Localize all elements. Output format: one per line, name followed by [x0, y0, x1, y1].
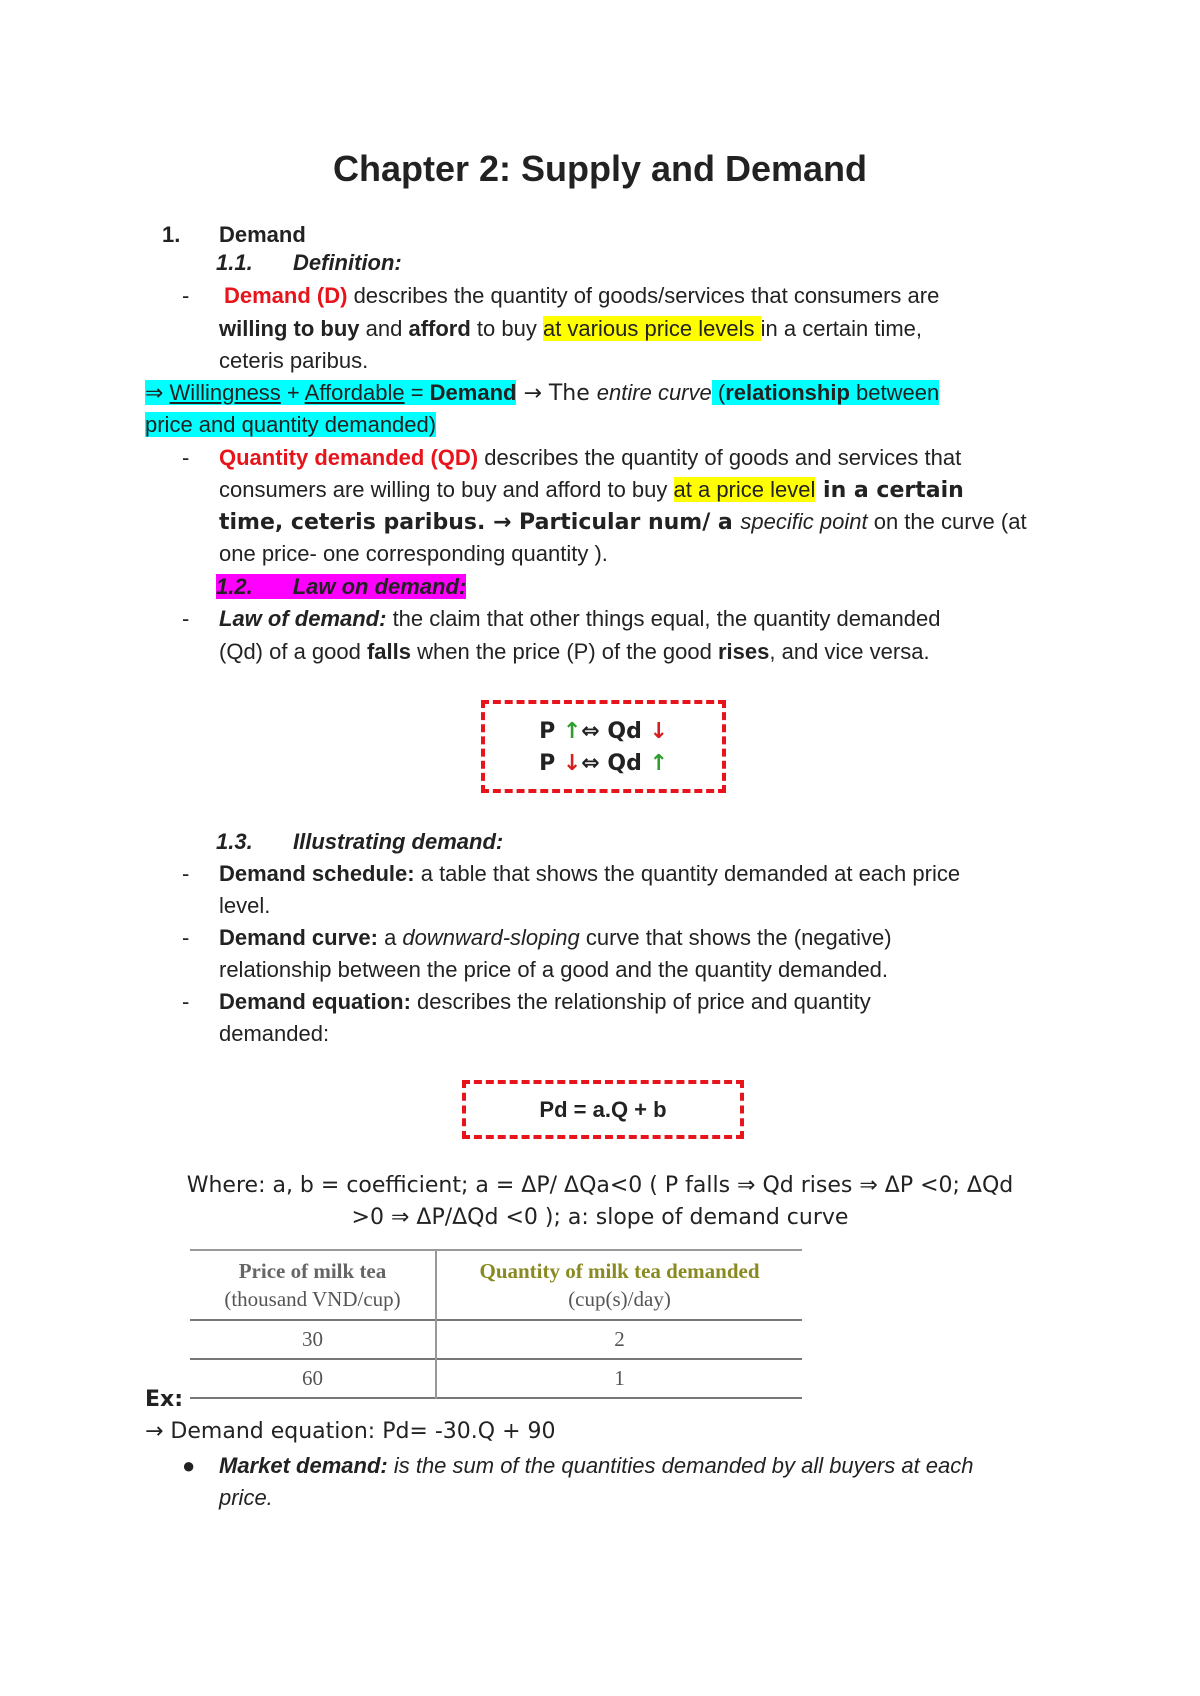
header-unit: (thousand VND/cup) — [224, 1287, 401, 1311]
term-willingness: Willingness — [169, 380, 281, 405]
arrow-down-icon: ↓ — [562, 751, 582, 776]
highlight-price-levels: at various price levels — [542, 316, 761, 341]
list-dash: - — [182, 989, 190, 1014]
list-dash: - — [182, 606, 190, 631]
table-header-price — [190, 1250, 436, 1320]
paren-text: ( — [711, 380, 726, 405]
highlight-price-level: at a price level — [673, 477, 816, 502]
cell-price: 60 — [190, 1359, 436, 1398]
schedule-line-1 — [219, 858, 960, 890]
definition-text: to buy — [470, 316, 543, 341]
term-willing: willing to buy — [219, 316, 360, 341]
p-label: P — [539, 751, 563, 776]
table-header-quantity — [436, 1250, 802, 1320]
term-law-of-demand: Law of demand: — [219, 606, 387, 631]
bullet-icon: ● — [182, 1453, 196, 1478]
term-market-demand: Market demand: — [219, 1453, 388, 1478]
schedule-line-2: level. — [219, 893, 271, 918]
list-dash: - — [182, 445, 190, 470]
subsection-heading-definition: Definition: — [293, 250, 402, 275]
where-line-2: >0 ⇒ ΔP/ΔQd <0 ); a: slope of demand curve — [351, 1205, 849, 1230]
term-entire-curve: entire curve — [596, 380, 712, 405]
cell-quantity: 1 — [614, 1366, 625, 1390]
law-of-demand-box — [481, 700, 726, 793]
curve-text: curve that shows the (negative) — [579, 925, 892, 950]
subsection-1-2 — [216, 571, 466, 603]
curve-line-1 — [219, 922, 892, 954]
cyan-note-line-2 — [145, 409, 436, 441]
curve-text: a — [377, 925, 403, 950]
definition-line-3: ceteris paribus. — [219, 348, 369, 373]
subsection-heading-illustrating: Illustrating demand: — [293, 829, 504, 854]
table-header-row — [190, 1250, 802, 1320]
arrow-down-icon: ↓ — [649, 719, 668, 744]
equivalence-text: ⇔ Qd — [581, 719, 650, 744]
equation-line-1 — [219, 986, 871, 1018]
term-falls: falls — [366, 639, 412, 664]
list-dash: - — [182, 861, 190, 886]
term-demand: Demand (D) — [224, 283, 348, 308]
table-row — [190, 1359, 802, 1398]
arrow-up-icon: ↑ — [649, 751, 668, 776]
arrow-symbol: ⇒ — [145, 380, 170, 405]
equation-formula: Pd = a.Q + b — [539, 1097, 667, 1122]
qd-text-bold: in a certain — [815, 478, 964, 503]
cell-quantity: 2 — [614, 1327, 625, 1351]
subsection-number: 1.1. — [216, 250, 253, 275]
term-quantity-demanded: Quantity demanded (QD) — [219, 445, 479, 470]
term-downward-sloping: downward-sloping — [402, 925, 580, 950]
definition-line-2 — [219, 313, 922, 345]
qd-line-3 — [219, 506, 1027, 539]
header-text: Quantity of milk tea demanded — [479, 1259, 760, 1283]
equals-symbol: = — [404, 380, 430, 405]
equation-text: describes the relationship of price and quantity — [410, 989, 871, 1014]
qd-text: describes the quantity of goods and services that — [478, 445, 962, 470]
between-text: between — [849, 380, 940, 405]
page-title: Chapter 2: Supply and Demand — [332, 148, 868, 189]
section-number: 1. — [162, 222, 181, 247]
law-line-2 — [219, 636, 930, 668]
cyan-note-line-1 — [145, 377, 939, 410]
schedule-text: a table that shows the quantity demanded at each price — [414, 861, 961, 886]
section-heading-demand: Demand — [219, 222, 306, 247]
law-box-row-1 — [485, 716, 722, 748]
definition-text: and — [359, 316, 409, 341]
cell-price: 30 — [190, 1320, 436, 1359]
curve-line-2: relationship between the price of a good and the quantity demanded. — [219, 957, 889, 982]
law-line-1 — [219, 603, 940, 635]
term-specific-point: specific point — [740, 509, 868, 534]
header-unit: (cup(s)/day) — [568, 1287, 671, 1311]
p-label: P — [539, 719, 563, 744]
law-text: (Qd) of a good — [219, 639, 367, 664]
example-label: Ex: — [145, 1387, 184, 1412]
term-demand-curve: Demand curve: — [219, 925, 378, 950]
demand-equation-box — [462, 1080, 744, 1139]
subsection-heading-law: Law on demand: — [292, 574, 467, 599]
milk-tea-demand-table — [190, 1249, 802, 1399]
list-dash: - — [182, 283, 190, 308]
subsection-number: 1.2. — [216, 574, 253, 599]
qd-text-bold: time, ceteris paribus. → Particular num/ a — [219, 510, 741, 535]
law-text: , and vice versa. — [769, 639, 930, 664]
law-box-row-2 — [485, 748, 722, 780]
term-relationship: relationship — [725, 380, 850, 405]
equation-line-2: demanded: — [219, 1021, 330, 1046]
definition-text: in a certain time, — [760, 316, 923, 341]
cyan-note-text: price and quantity demanded) — [145, 412, 437, 437]
term-rises: rises — [717, 639, 770, 664]
law-text: when the price (P) of the good — [411, 639, 718, 664]
market-line-1 — [219, 1450, 974, 1482]
definition-line-1 — [224, 280, 939, 312]
arrow-up-icon: ↑ — [562, 719, 582, 744]
equivalence-text: ⇔ Qd — [581, 751, 650, 776]
header-text: Price of milk tea — [238, 1259, 387, 1283]
term-demand-bold: Demand — [429, 380, 517, 405]
qd-line-2 — [219, 474, 964, 507]
subsection-number: 1.3. — [216, 829, 253, 854]
table-row — [190, 1320, 802, 1359]
qd-line-1 — [219, 442, 961, 474]
term-afford: afford — [408, 316, 471, 341]
plus-symbol: + — [280, 380, 305, 405]
qd-text: on the curve (at — [867, 509, 1027, 534]
where-line-1: Where: a, b = coefficient; a = ΔP/ ΔQa<0 ( P falls ⇒ Qd rises ⇒ ΔP <0; ΔQd — [186, 1173, 1014, 1198]
market-text: is the sum of the quantities demanded by all buyers at each — [387, 1453, 974, 1478]
law-text: the claim that other things equal, the quantity demanded — [386, 606, 941, 631]
qd-line-4: one price- one corresponding quantity ). — [219, 541, 608, 566]
term-demand-equation: Demand equation: — [219, 989, 411, 1014]
qd-text: consumers are willing to buy and afford to buy — [219, 477, 674, 502]
market-line-2: price. — [219, 1485, 273, 1510]
example-equation: → Demand equation: Pd= -30.Q + 90 — [145, 1419, 556, 1444]
definition-text: describes the quantity of goods/services that consumers are — [347, 283, 940, 308]
arrow-text: → The — [516, 381, 597, 406]
term-affordable: Affordable — [304, 380, 405, 405]
term-demand-schedule: Demand schedule: — [219, 861, 415, 886]
list-dash: - — [182, 925, 190, 950]
